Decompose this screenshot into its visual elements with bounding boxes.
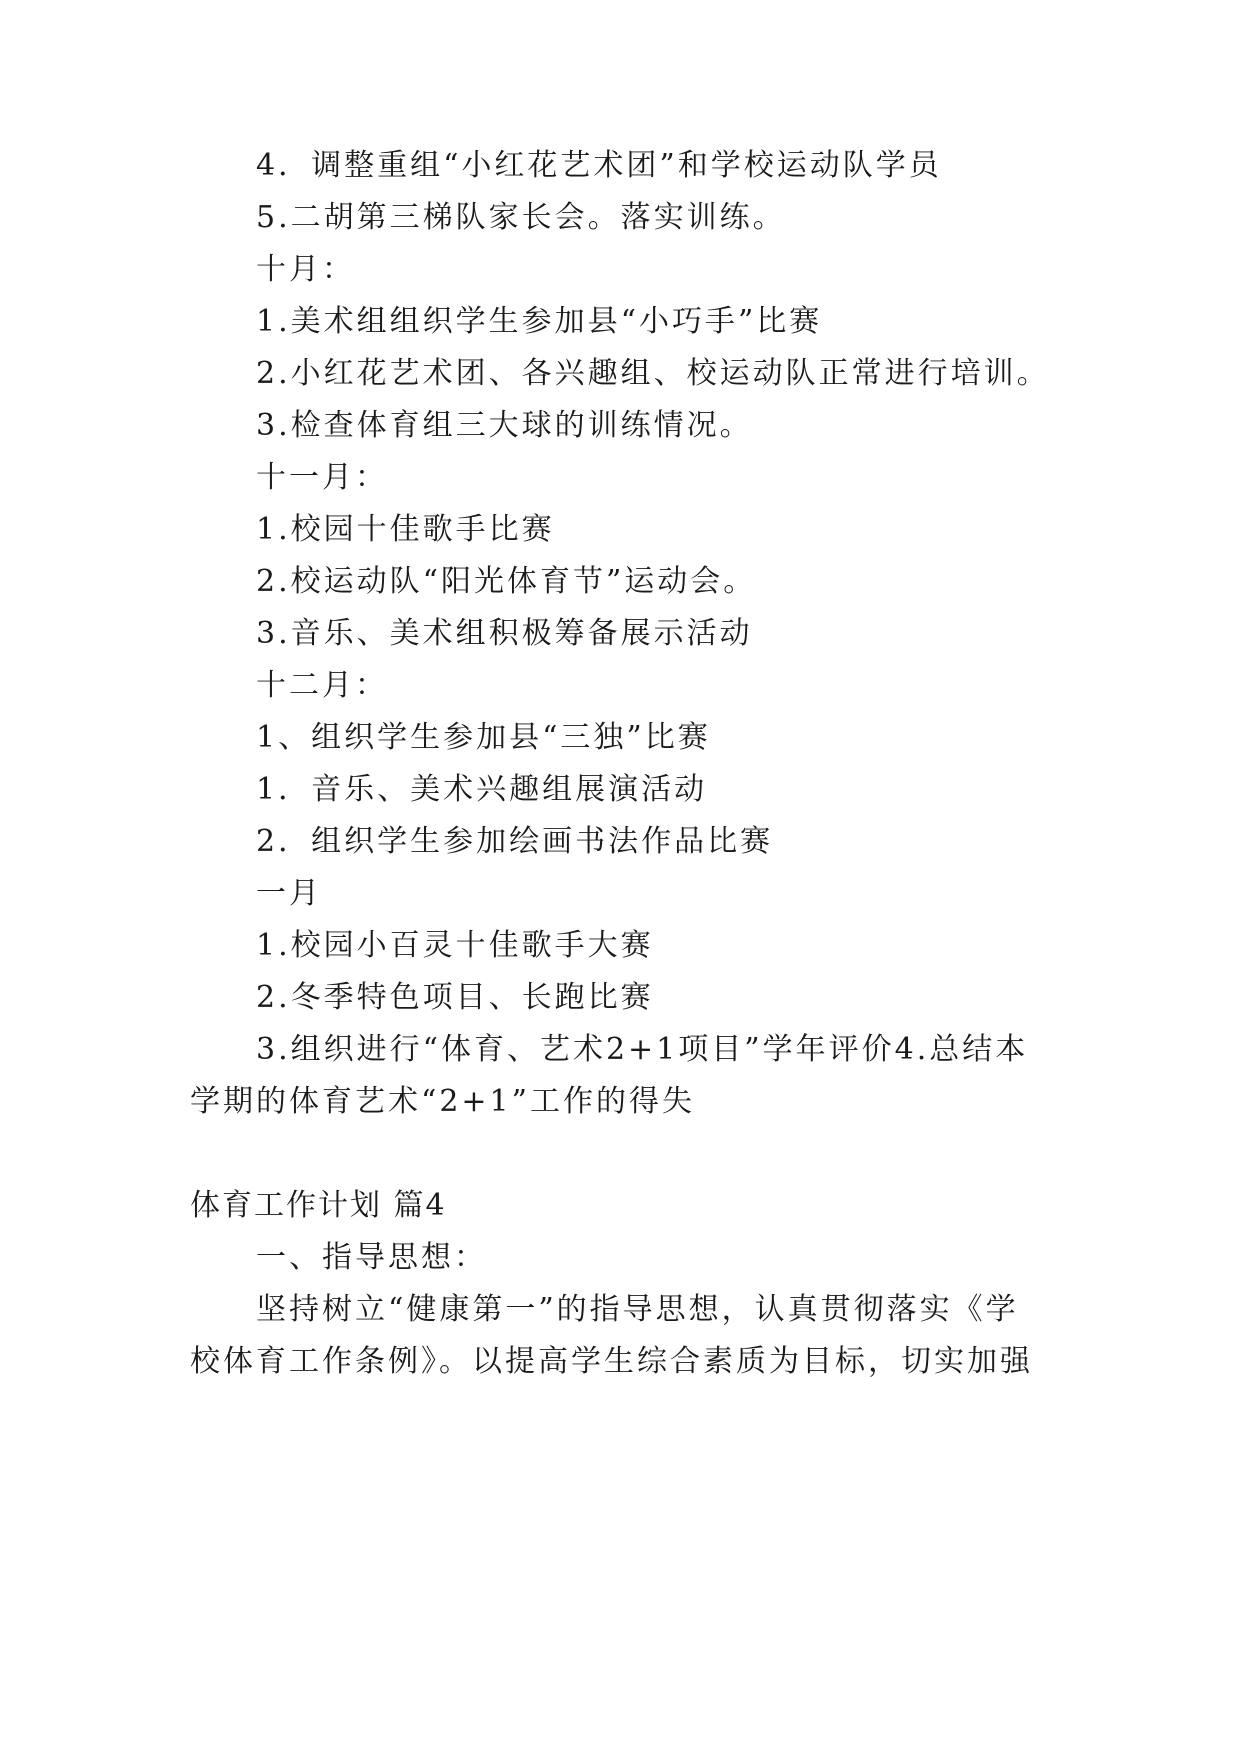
list-item: 2.小红花艺术团、各兴趣组、校运动队正常进行培训。 (256, 356, 1050, 391)
section-title: 体育工作计划 篇4 (190, 1188, 447, 1223)
list-item: 2.冬季特色项目、长跑比赛 (256, 980, 654, 1015)
month-heading-november: 十一月： (256, 460, 388, 495)
list-item: 1.校园十佳歌手比赛 (256, 512, 555, 547)
list-item: 1、组织学生参加县“三独”比赛 (256, 720, 711, 755)
paragraph-line: 校体育工作条例》。以提高学生综合素质为目标，切实加强 (190, 1344, 1033, 1379)
list-item: 4．调整重组“小红花艺术团”和学校运动队学员 (256, 148, 942, 183)
list-item: 3.检查体育组三大球的训练情况。 (256, 408, 753, 443)
list-item: 1．音乐、美术兴趣组展演活动 (256, 772, 708, 807)
list-item: 3.音乐、美术组积极筹备展示活动 (256, 616, 753, 651)
paragraph-line: 坚持树立“健康第一”的指导思想，认真贯彻落实《学 (256, 1292, 1019, 1327)
list-item: 2．组织学生参加绘画书法作品比赛 (256, 824, 774, 859)
month-heading-october: 十月： (256, 252, 355, 287)
section-heading: 一、指导思想： (256, 1240, 487, 1275)
month-heading-january: 一月 (256, 876, 322, 911)
list-item: 3.组织进行“体育、艺术2+1项目”学年评价4.总结本 (256, 1032, 1029, 1067)
list-item: 1.美术组组织学生参加县“小巧手”比赛 (256, 304, 823, 339)
list-item: 5.二胡第三梯队家长会。落实训练。 (256, 200, 786, 235)
list-item: 1.校园小百灵十佳歌手大赛 (256, 928, 654, 963)
list-item: 2.校运动队“阳光体育节”运动会。 (256, 564, 757, 599)
month-heading-december: 十二月： (256, 668, 388, 703)
list-item-continuation: 学期的体育艺术“2+1”工作的得失 (190, 1084, 695, 1119)
